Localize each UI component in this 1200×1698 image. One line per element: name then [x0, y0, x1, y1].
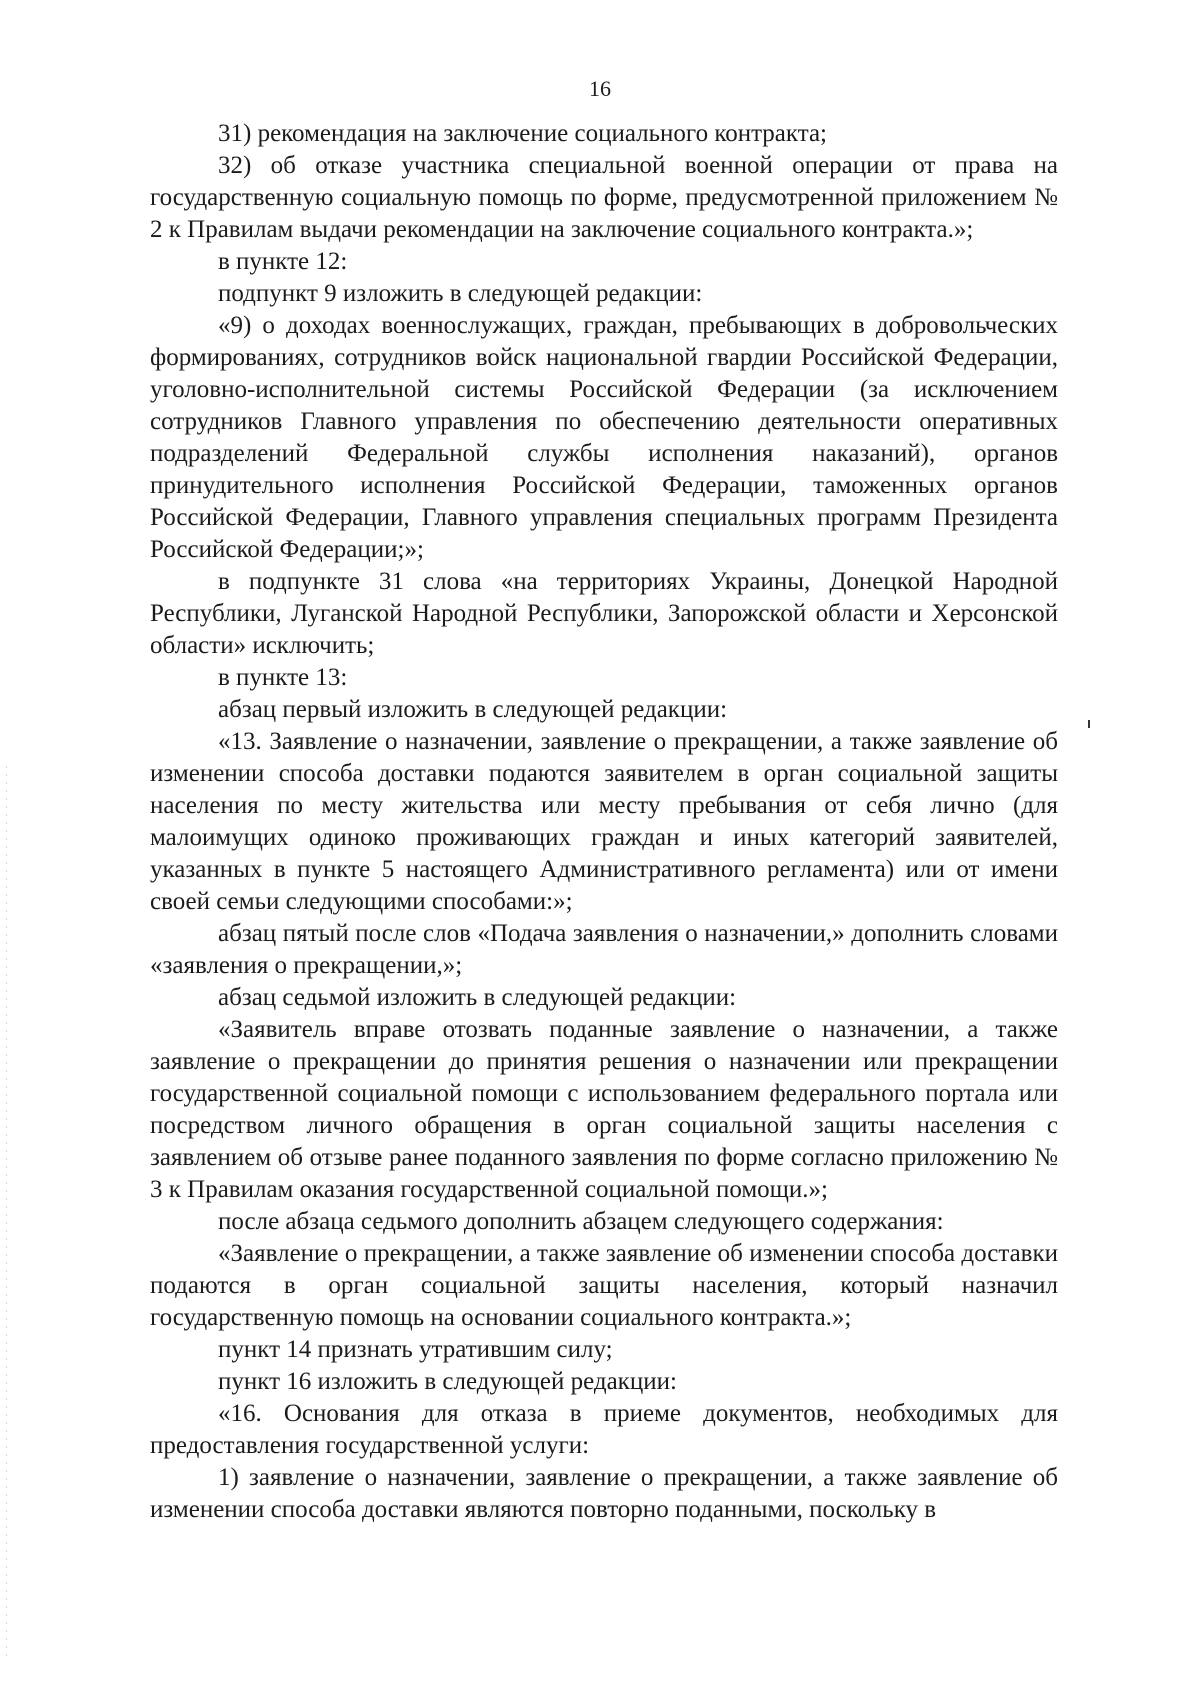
- paragraph: подпункт 9 изложить в следующей редакции:: [218, 280, 703, 307]
- paragraph: 1) заявление о назначении, заявление о прекращении, а также заявление об изменении способа доставки являются повторно поданными, поскольку в: [150, 1464, 1058, 1523]
- scan-edge-artifact: [6, 760, 7, 1660]
- page-number: 16: [589, 76, 611, 101]
- paragraph: «16. Основания для отказа в приеме документов, необходимых для предоставления государственной услуги:: [150, 1400, 1058, 1459]
- paragraph: в пункте 13:: [218, 664, 348, 691]
- paragraph: «Заявление о прекращении, а также заявление об изменении способа доставки подаются в орган социальной защиты населения, который назначил государственную помощь на основании социального контракта.»;: [150, 1240, 1058, 1331]
- document-body: [150, 118, 1058, 1526]
- paragraph: пункт 16 изложить в следующей редакции:: [218, 1368, 677, 1395]
- paragraph: пункт 14 признать утратившим силу;: [218, 1336, 613, 1363]
- paragraph: «13. Заявление о назначении, заявление о прекращении, а также заявление об изменении способа доставки подаются заявителем в орган социальной защиты населения по месту жительства или месту пребывания от себя лично (для малоимущих одиноко проживающих граждан и иных категорий заявителей, указанных в пункте 5 настоящего Административного регламента) или от имени своей семьи следующими способами:»;: [150, 728, 1058, 915]
- paragraph: 32) об отказе участника специальной военной операции от права на государственную социальную помощь по форме, предусмотренной приложением № 2 к Правилам выдачи рекомендации на заключение социального контракта.»;: [150, 152, 1058, 243]
- paragraph: в подпункте 31 слова «на территориях Украины, Донецкой Народной Республики, Луганской Народной Республики, Запорожской области и Херсонской области» исключить;: [150, 568, 1058, 659]
- paragraph: 31) рекомендация на заключение социального контракта;: [218, 120, 827, 147]
- paragraph: в пункте 12:: [218, 248, 348, 275]
- paragraph: абзац седьмой изложить в следующей редакции:: [218, 984, 737, 1011]
- paragraph: после абзаца седьмого дополнить абзацем следующего содержания:: [218, 1208, 944, 1235]
- paragraph: абзац первый изложить в следующей редакции:: [218, 696, 728, 723]
- paragraph: «9) о доходах военнослужащих, граждан, пребывающих в добровольческих формированиях, сотрудников войск национальной гвардии Российской Федерации, уголовно-исполнительной системы Российской Федерации (за исключением сотрудников Главного управления по обеспечению деятельности оперативных подразделений Федеральной службы исполнения наказаний), органов принудительного исполнения Российской Федерации, таможенных органов Российской Федерации, Главного управления специальных программ Президента Российской Федерации;»;: [150, 312, 1058, 563]
- scan-artifact-mark: [1088, 720, 1090, 728]
- paragraph: «Заявитель вправе отозвать поданные заявление о назначении, а также заявление о прекращении до принятия решения о назначении или прекращении государственной социальной помощи с использованием федерального портала или посредством личного обращения в орган социальной защиты населения с заявлением об отзыве ранее поданного заявления по форме согласно приложению № 3 к Правилам оказания государственной социальной помощи.»;: [150, 1016, 1058, 1203]
- paragraph: абзац пятый после слов «Подача заявления о назначении,» дополнить словами «заявления о прекращении,»;: [150, 920, 1058, 979]
